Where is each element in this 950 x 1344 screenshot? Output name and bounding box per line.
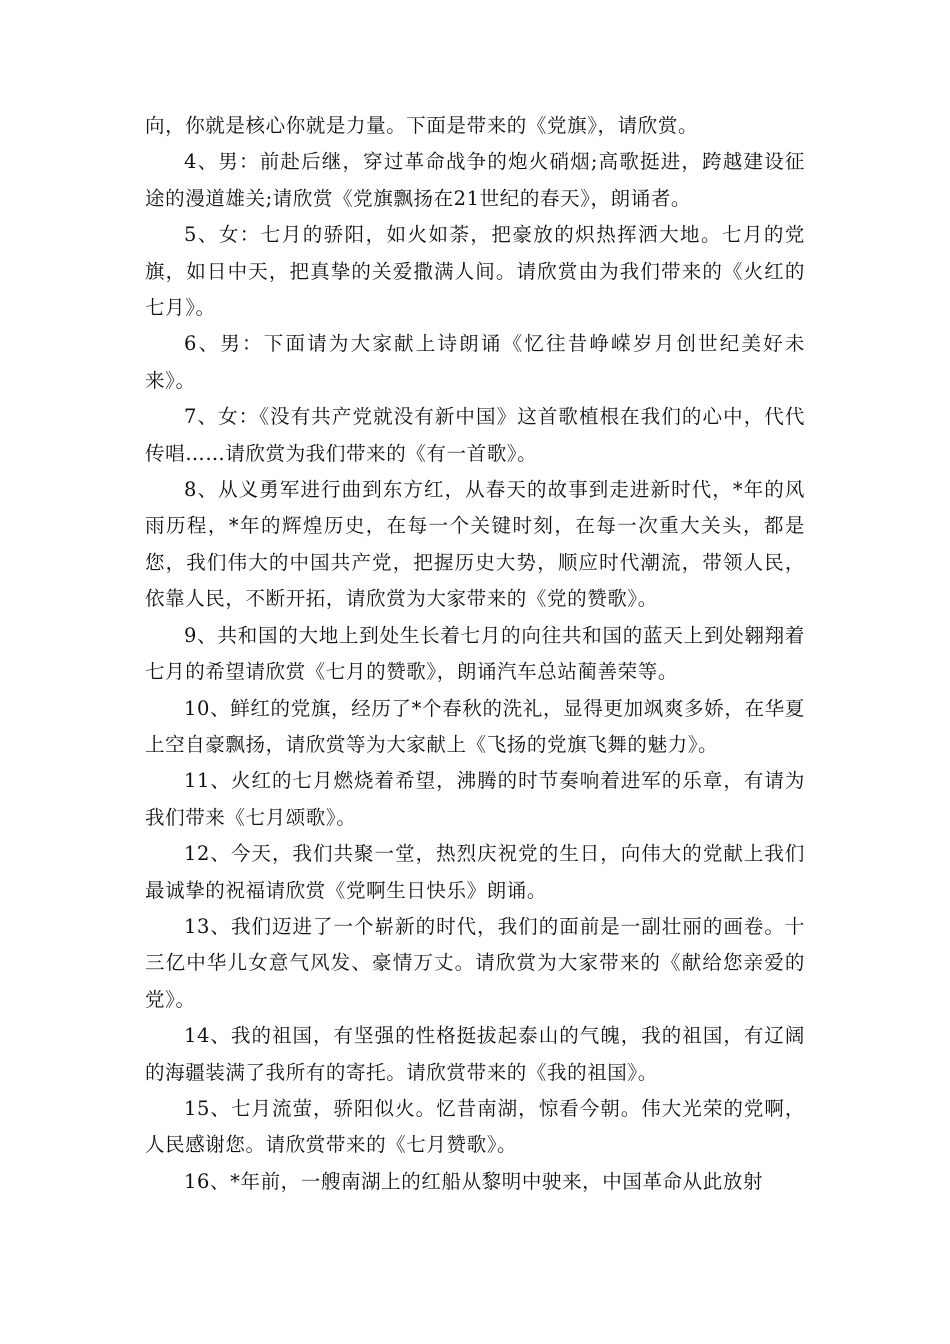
document-body <box>145 108 805 1200</box>
paragraph-item-7: 7、女：《没有共产党就没有新中国》这首歌植根在我们的心中，代代传唱……请欣赏为我们带来的《有一首歌》。 <box>145 405 805 465</box>
paragraph-item-8: 8、从义勇军进行曲到东方红，从春天的故事到走进新时代，*年的风雨历程，*年的辉煌历史，在每一个关键时刻，在每一次重大关头，都是您，我们伟大的中国共产党，把握历史大势，顺应时代潮流，带领人民，依靠人民，不断开拓，请欣赏为大家带来的《党的赞歌》。 <box>145 478 805 611</box>
paragraph-item-10: 10、鲜红的党旗，经历了*个春秋的洗礼，显得更加飒爽多娇，在华夏上空自豪飘扬，请欣赏等为大家献上《飞扬的党旗飞舞的魅力》。 <box>145 696 805 756</box>
paragraph-item-13: 13、我们迈进了一个崭新的时代，我们的面前是一副壮丽的画卷。十三亿中华儿女意气风发、豪情万丈。请欣赏为大家带来的《献给您亲爱的党》。 <box>145 914 805 1011</box>
paragraph-item-6: 6、男：下面请为大家献上诗朗诵《忆往昔峥嵘岁月创世纪美好未来》。 <box>145 332 805 392</box>
paragraph-continuation: 向，你就是核心你就是力量。下面是带来的《党旗》，请欣赏。 <box>145 114 699 137</box>
paragraph-item-4: 4、男：前赴后继，穿过革命战争的炮火硝烟;高歌挺进，跨越建设征途的漫道雄关;请欣赏《党旗飘扬在21世纪的春天》，朗诵者。 <box>145 150 805 210</box>
paragraph-item-15: 15、七月流萤，骄阳似火。忆昔南湖，惊看今朝。伟大光荣的党啊，人民感谢您。请欣赏带来的《七月赞歌》。 <box>145 1096 805 1157</box>
paragraph-item-9: 9、共和国的大地上到处生长着七月的向往共和国的蓝天上到处翱翔着七月的希望请欣赏《七月的赞歌》，朗诵汽车总站蔺善荣等。 <box>145 623 805 684</box>
paragraph-item-12: 12、今天，我们共聚一堂，热烈庆祝党的生日，向伟大的党献上我们最诚挚的祝福请欣赏《党啊生日快乐》朗诵。 <box>145 842 805 902</box>
paragraph-item-16: 16、*年前，一艘南湖上的红船从黎明中驶来，中国革命从此放射 <box>184 1169 764 1193</box>
paragraph-item-5: 5、女：七月的骄阳，如火如荼，把豪放的炽热挥洒大地。七月的党旗，如日中天，把真挚的关爱撒满人间。请欣赏由为我们带来的《火红的七月》。 <box>145 223 805 320</box>
paragraph-item-14: 14、我的祖国，有坚强的性格挺拔起泰山的气魄，我的祖国，有辽阔的海疆装满了我所有的寄托。请欣赏带来的《我的祖国》。 <box>145 1024 805 1084</box>
paragraph-item-11: 11、火红的七月燃烧着希望，沸腾的时节奏响着进军的乐章，有请为我们带来《七月颂歌》。 <box>145 769 805 829</box>
